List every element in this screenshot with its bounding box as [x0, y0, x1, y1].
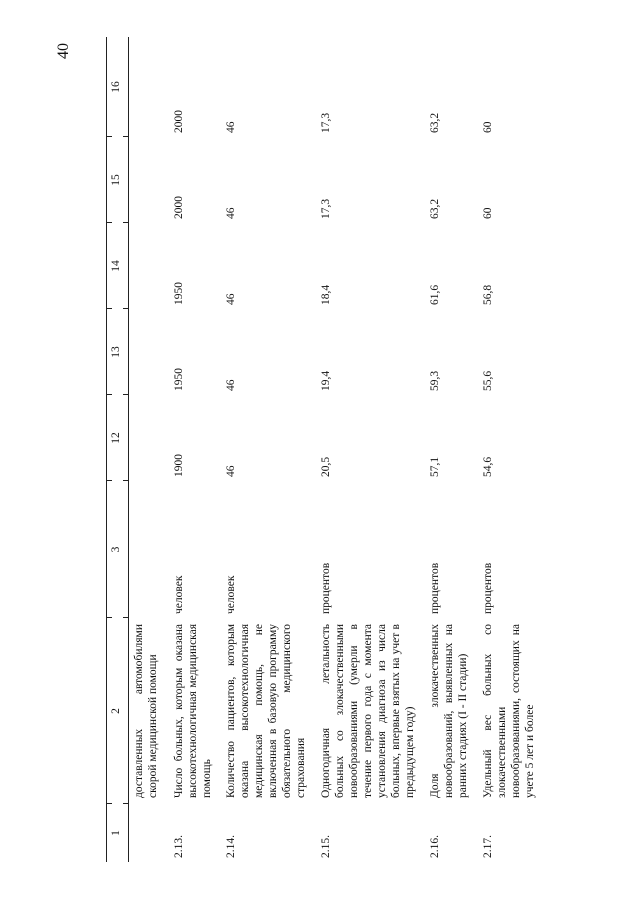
row-value-15: 63,2 [429, 198, 441, 219]
row-value-12: 1900 [173, 454, 185, 477]
row-value-14: 46 [225, 293, 237, 305]
row-value-12: 57,1 [429, 456, 441, 477]
row-description: Удельный вес больных со злокачественными новообразованиями, состоящих на учете 5 лет и более [482, 624, 536, 798]
row-description: Число больных, которым оказана высокотехнологичная медицинская помощь [173, 624, 213, 798]
row-value-12: 46 [225, 465, 237, 477]
table-row-continuation [129, 37, 161, 862]
row-value-15: 60 [482, 207, 494, 219]
page-number: 40 [55, 43, 72, 59]
row-value-12: 20,5 [320, 456, 332, 477]
table-row [308, 37, 417, 862]
row-value-13: 1950 [173, 368, 185, 391]
header-col-16: 16 [107, 37, 129, 137]
row-value-13: 46 [225, 379, 237, 391]
row-value-16: 46 [225, 121, 237, 133]
row-unit: процентов [320, 562, 332, 614]
row-number: 2.14. [225, 835, 237, 858]
header-col-13: 13 [107, 309, 129, 395]
row-unit: человек [173, 575, 185, 614]
table-header-row [107, 37, 129, 862]
row-value-16: 17,3 [320, 112, 332, 133]
row-value-14: 56,8 [482, 284, 494, 305]
row-value-13 [129, 309, 161, 395]
header-col-12: 12 [107, 395, 129, 481]
row-number: 2.15. [320, 835, 332, 858]
row-value-14: 18,4 [320, 284, 332, 305]
row-value-16: 63,2 [429, 112, 441, 133]
row-unit: человек [225, 575, 237, 614]
row-value-16: 2000 [173, 110, 185, 133]
row-value-16 [129, 37, 161, 137]
row-number [129, 804, 161, 862]
row-description: Доля злокачественных новообразований, выявленных на ранних стадиях (I - II стадии) [429, 624, 469, 798]
header-col-14: 14 [107, 223, 129, 309]
table-row [470, 37, 537, 862]
table-row [214, 37, 308, 862]
header-col-3: 3 [107, 481, 129, 618]
row-unit: процентов [429, 562, 441, 614]
row-number: 2.17. [482, 835, 494, 858]
row-value-15: 46 [225, 207, 237, 219]
row-description: Количество пациентов, которым оказана высокотехнологичная медицинская помощь, не включенная в базовую программу обязательного медицинского страхования [225, 624, 307, 798]
header-col-1: 1 [107, 804, 129, 862]
row-number: 2.13. [173, 835, 185, 858]
row-value-13: 59,3 [429, 370, 441, 391]
row-value-12: 54,6 [482, 456, 494, 477]
indicators-table [106, 37, 537, 862]
row-value-15: 2000 [173, 196, 185, 219]
table-row [417, 37, 470, 862]
table-row [160, 37, 214, 862]
row-value-16: 60 [482, 121, 494, 133]
rotated-table-page [106, 37, 626, 862]
row-description: Одногодичная летальность больных со злокачественными новообразованиями (умерли в течение первого года с момента установления диагноза из числа больных, впервые взятых на учет в предыдущем году) [320, 624, 416, 798]
row-value-12 [129, 395, 161, 481]
row-number: 2.16. [429, 835, 441, 858]
row-value-14 [129, 223, 161, 309]
row-value-14: 61,6 [429, 284, 441, 305]
row-value-13: 55,6 [482, 370, 494, 391]
row-unit [129, 481, 161, 618]
row-description: доставленных автомобилями скорой медицинской помощи [133, 624, 159, 798]
row-value-13: 19,4 [320, 370, 332, 391]
row-value-14: 1950 [173, 282, 185, 305]
row-value-15 [129, 137, 161, 223]
row-unit: процентов [482, 562, 494, 614]
row-value-15: 17,3 [320, 198, 332, 219]
header-col-2: 2 [107, 618, 129, 804]
header-col-15: 15 [107, 137, 129, 223]
